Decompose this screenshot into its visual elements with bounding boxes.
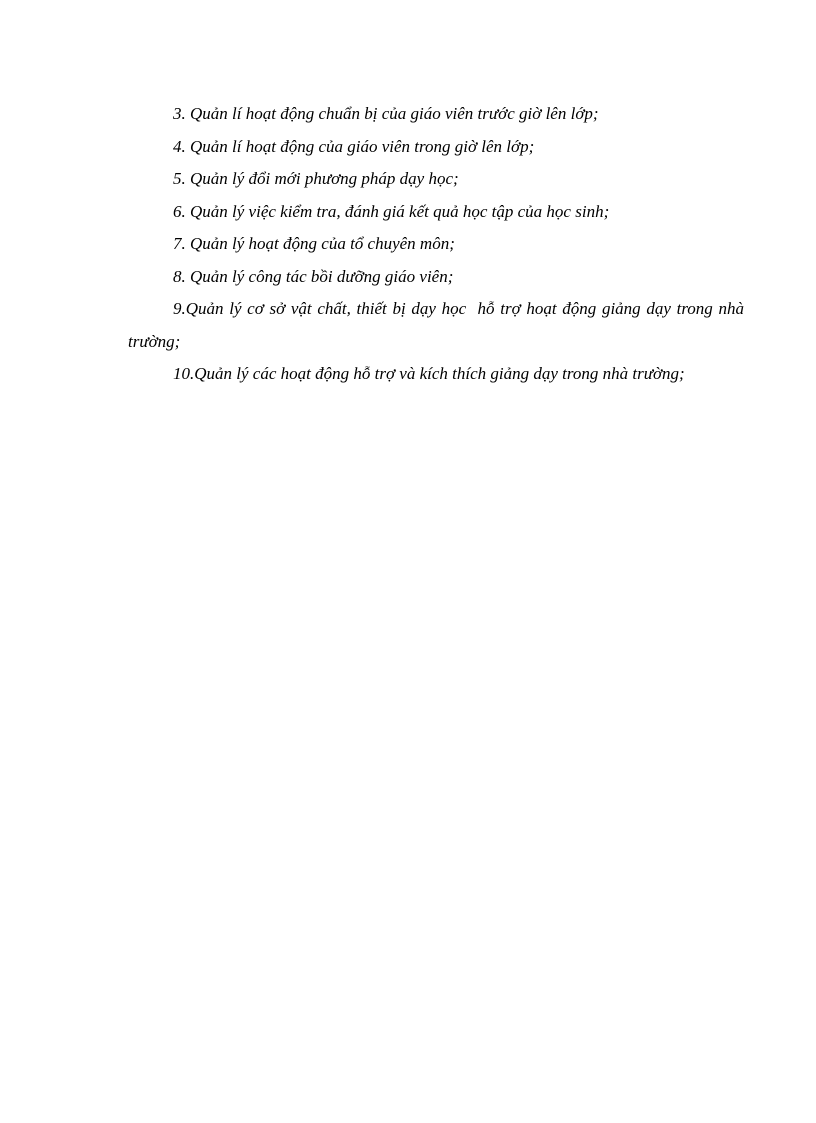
list-item: 10.Quản lý các hoạt động hỗ trợ và kích thích giảng dạy trong nhà trường; — [173, 364, 685, 383]
list-item: 8. Quản lý công tác bồi dưỡng giáo viên; — [173, 266, 454, 286]
list-item: 9.Quản lý cơ sở vật chất, thiết bị dạy học hỗ trợ hoạt động giảng dạy trong nhà trường; — [128, 299, 749, 351]
list-item: 3. Quản lí hoạt động chuẩn bị của giáo viên trước giờ lên lớp; — [173, 104, 599, 123]
list-item: 6. Quản lý việc kiểm tra, đánh giá kết quả học tập của học sinh; — [173, 201, 610, 221]
document-body — [128, 98, 749, 391]
list-item: 7. Quản lý hoạt động của tổ chuyên môn; — [173, 234, 455, 253]
list-item: 5. Quản lý đổi mới phương pháp dạy học; — [173, 169, 459, 188]
list-item: 4. Quản lí hoạt động của giáo viên trong giờ lên lớp; — [173, 136, 535, 156]
